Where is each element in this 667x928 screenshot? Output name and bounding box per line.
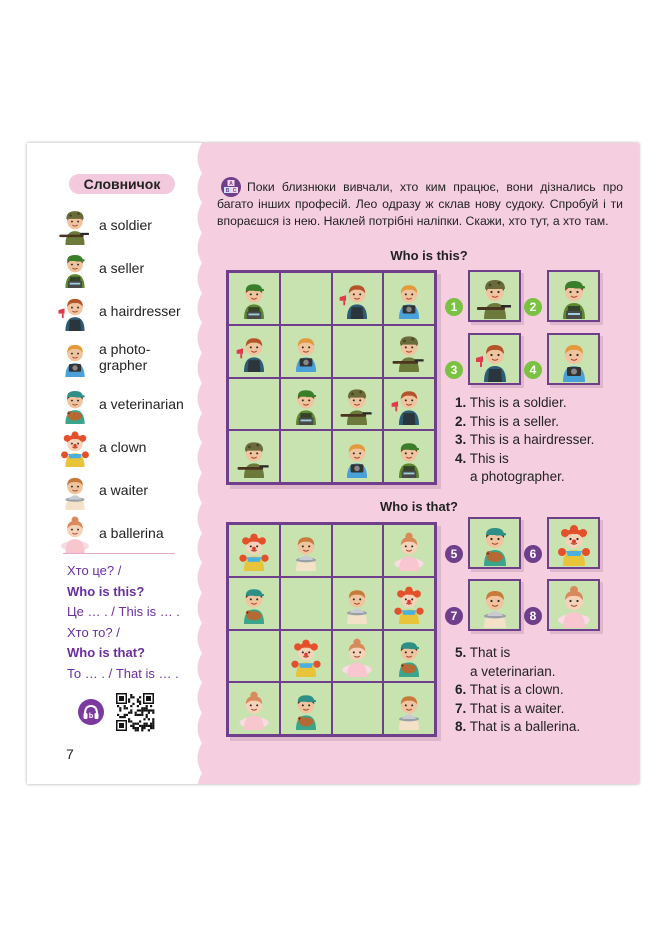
answer-text: That is a clown. [469, 682, 564, 697]
vocabulary-word: a veterinarian [99, 395, 184, 412]
svg-text:C: C [232, 188, 237, 194]
waiter-icon [287, 529, 325, 571]
grid-cell-soldier[interactable] [228, 430, 280, 483]
grid-cell-clown[interactable] [280, 630, 332, 683]
section1-title: Who is this? [390, 248, 468, 263]
sticker-card-ballerina[interactable] [547, 579, 600, 631]
answer-text: That is a waiter. [469, 700, 565, 716]
soldier-icon [390, 330, 428, 372]
grid-cell-veterinarian[interactable] [383, 630, 435, 683]
grid-cell-seller[interactable] [228, 272, 280, 325]
grid-cell-seller[interactable] [383, 430, 435, 483]
vocabulary-item [55, 203, 205, 246]
answer-line [455, 718, 580, 737]
sticker-card-hairdresser[interactable] [468, 333, 521, 385]
svg-text:A: A [229, 181, 233, 187]
answer-number: 6. [455, 682, 467, 697]
grid-cell-hairdresser[interactable] [228, 325, 280, 378]
answers-1 [455, 394, 594, 487]
vocabulary-item [55, 289, 205, 332]
grid-cell-clown[interactable] [383, 577, 435, 630]
answer-line [455, 644, 580, 663]
soldier-icon [55, 205, 95, 245]
seller-icon [390, 436, 428, 478]
seller-icon [235, 277, 273, 319]
clown-icon [287, 635, 325, 677]
answer-text: This is a seller. [469, 413, 560, 429]
number-badge: 3 [445, 361, 463, 379]
answer-line [455, 431, 594, 450]
grid-cell-photographer[interactable] [280, 325, 332, 378]
vocabulary-word: a ballerina [99, 524, 164, 541]
svg-text:b: b [88, 713, 94, 720]
page-number: 7 [66, 746, 74, 762]
answer-line [455, 700, 580, 719]
grid-cell-empty[interactable] [332, 682, 384, 735]
answer-text: That is [469, 645, 511, 660]
soldier-icon [475, 273, 515, 319]
waiter-icon [338, 582, 376, 624]
vocabulary-title: Словничок [69, 174, 175, 194]
waiter-icon [475, 582, 515, 628]
answer-number: 5. [455, 645, 467, 660]
number-badge: 4 [524, 361, 542, 379]
sticker-card-soldier[interactable] [468, 270, 521, 322]
photographer-icon [554, 336, 594, 382]
seller-icon [55, 248, 95, 288]
photographer-icon [338, 436, 376, 478]
phrase-line: Who is this? [67, 583, 145, 599]
seller-icon [554, 273, 594, 319]
answer-number: 1. [455, 395, 467, 410]
section2-title: Who is that? [380, 499, 458, 514]
grid-cell-waiter[interactable] [332, 577, 384, 630]
sudoku-grid-2[interactable] [226, 522, 437, 737]
grid-cell-empty[interactable] [228, 378, 280, 431]
grid-cell-empty[interactable] [280, 430, 332, 483]
answer-text: This is a soldier. [469, 395, 567, 410]
vocabulary-item [55, 246, 205, 289]
vocabulary-item [55, 332, 205, 382]
hairdresser-icon [338, 277, 376, 319]
photographer-icon [55, 337, 95, 377]
vocabulary-word: a clown [99, 438, 147, 455]
grid-cell-photographer[interactable] [383, 272, 435, 325]
number-badge: 2 [524, 298, 542, 316]
clown-icon [390, 582, 428, 624]
number-badge: 5 [445, 545, 463, 563]
answer-continuation: a veterinarian. [470, 663, 556, 679]
photographer-icon [390, 277, 428, 319]
ballerina-icon [554, 582, 594, 628]
soldier-icon [235, 436, 273, 478]
photographer-icon [287, 330, 325, 372]
seller-icon [287, 383, 325, 425]
soldier-icon [338, 383, 376, 425]
audio-icon[interactable] [78, 699, 104, 725]
hairdresser-icon [55, 291, 95, 331]
veterinarian-icon [475, 520, 515, 566]
instruction-text [217, 179, 623, 231]
ballerina-icon [390, 529, 428, 571]
clown-icon [554, 520, 594, 566]
svg-text:B: B [225, 188, 230, 194]
waiter-icon [55, 470, 95, 510]
grid-cell-waiter[interactable] [383, 682, 435, 735]
answers-2 [455, 644, 580, 737]
grid-cell-veterinarian[interactable] [228, 577, 280, 630]
hairdresser-icon [475, 336, 515, 382]
answer-line [455, 450, 594, 469]
vocabulary-item [55, 382, 205, 425]
answer-continuation: a photographer. [470, 469, 565, 484]
answer-line [455, 394, 594, 413]
ballerina-icon [235, 688, 273, 730]
grid-cell-waiter[interactable] [280, 524, 332, 577]
veterinarian-icon [235, 582, 273, 624]
grid-cell-empty[interactable] [332, 524, 384, 577]
answer-number: 3. [455, 432, 467, 447]
grid-cell-hairdresser[interactable] [383, 378, 435, 431]
vocabulary-word: a photo- grapher [99, 341, 151, 373]
sudoku-grid-1[interactable] [226, 270, 437, 485]
vocabulary-item [55, 425, 205, 468]
vocabulary-word: a seller [99, 259, 145, 276]
grid-cell-ballerina[interactable] [383, 524, 435, 577]
hairdresser-icon [390, 383, 428, 425]
sticker-card-veterinarian[interactable] [468, 517, 521, 569]
grid-cell-soldier[interactable] [383, 325, 435, 378]
phrase-line: Це … . / This is … . [67, 604, 180, 619]
grid-cell-veterinarian[interactable] [280, 682, 332, 735]
answer-text: This is [469, 450, 509, 466]
grid-cell-soldier[interactable] [332, 378, 384, 431]
answer-number: 8. [455, 719, 467, 734]
veterinarian-icon [390, 635, 428, 677]
vocabulary-word: a soldier [99, 216, 152, 233]
grid-cell-empty[interactable] [280, 577, 332, 630]
grid-cell-empty[interactable] [280, 272, 332, 325]
veterinarian-icon [55, 384, 95, 424]
phrase-line: То … . / That is … . [67, 665, 179, 681]
grid-cell-empty[interactable] [228, 630, 280, 683]
vocabulary-word: a waiter [99, 481, 149, 498]
answer-number: 2. [455, 413, 467, 429]
number-badge: 7 [445, 607, 463, 625]
veterinarian-icon [287, 688, 325, 730]
phrases-list [67, 561, 207, 684]
vocabulary-item [55, 511, 205, 554]
number-badge: 8 [524, 607, 542, 625]
ballerina-icon [338, 635, 376, 677]
number-badge: 6 [524, 545, 542, 563]
answer-text: This is a hairdresser. [469, 432, 595, 447]
sticker-card-waiter[interactable] [468, 579, 521, 631]
phrase-line: Who is that? [67, 645, 145, 660]
grid-cell-empty[interactable] [332, 325, 384, 378]
hairdresser-icon [235, 330, 273, 372]
grid-cell-photographer[interactable] [332, 430, 384, 483]
answer-line [455, 681, 580, 700]
sticker-card-seller[interactable] [547, 270, 600, 322]
vocabulary-word: a hairdresser [99, 302, 181, 319]
clown-icon [235, 529, 273, 571]
answer-number: 7. [455, 700, 467, 716]
grid-cell-clown[interactable] [228, 524, 280, 577]
waiter-icon [390, 688, 428, 730]
number-badge: 1 [445, 298, 463, 316]
instruction-body: Поки близнюки вивчали, хто ким працює, вони дізнались про багато інших професій. Лео одразу ж склав нову судоку. Спробуй і ти впораєшся із нею. Наклей потрібні наліпки. Скажи, хто тут, а хто там. [217, 180, 623, 229]
answer-line [455, 413, 594, 432]
vocabulary-item [55, 468, 205, 511]
phrase-line: Хто це? / [67, 563, 122, 578]
workbook-page [27, 143, 639, 784]
vocabulary-list [55, 203, 205, 554]
grid-cell-hairdresser[interactable] [332, 272, 384, 325]
answer-number: 4. [455, 450, 467, 466]
divider [63, 553, 175, 554]
ballerina-icon [55, 513, 95, 553]
grid-cell-ballerina[interactable] [228, 682, 280, 735]
clown-icon [55, 427, 95, 467]
grid-cell-seller[interactable] [280, 378, 332, 431]
grid-cell-ballerina[interactable] [332, 630, 384, 683]
sticker-card-clown[interactable] [547, 517, 600, 569]
answer-text: That is a ballerina. [469, 719, 581, 734]
phrase-line: Хто то? / [67, 624, 120, 640]
qr-code-icon[interactable] [115, 692, 155, 732]
sticker-card-photographer[interactable] [547, 333, 600, 385]
